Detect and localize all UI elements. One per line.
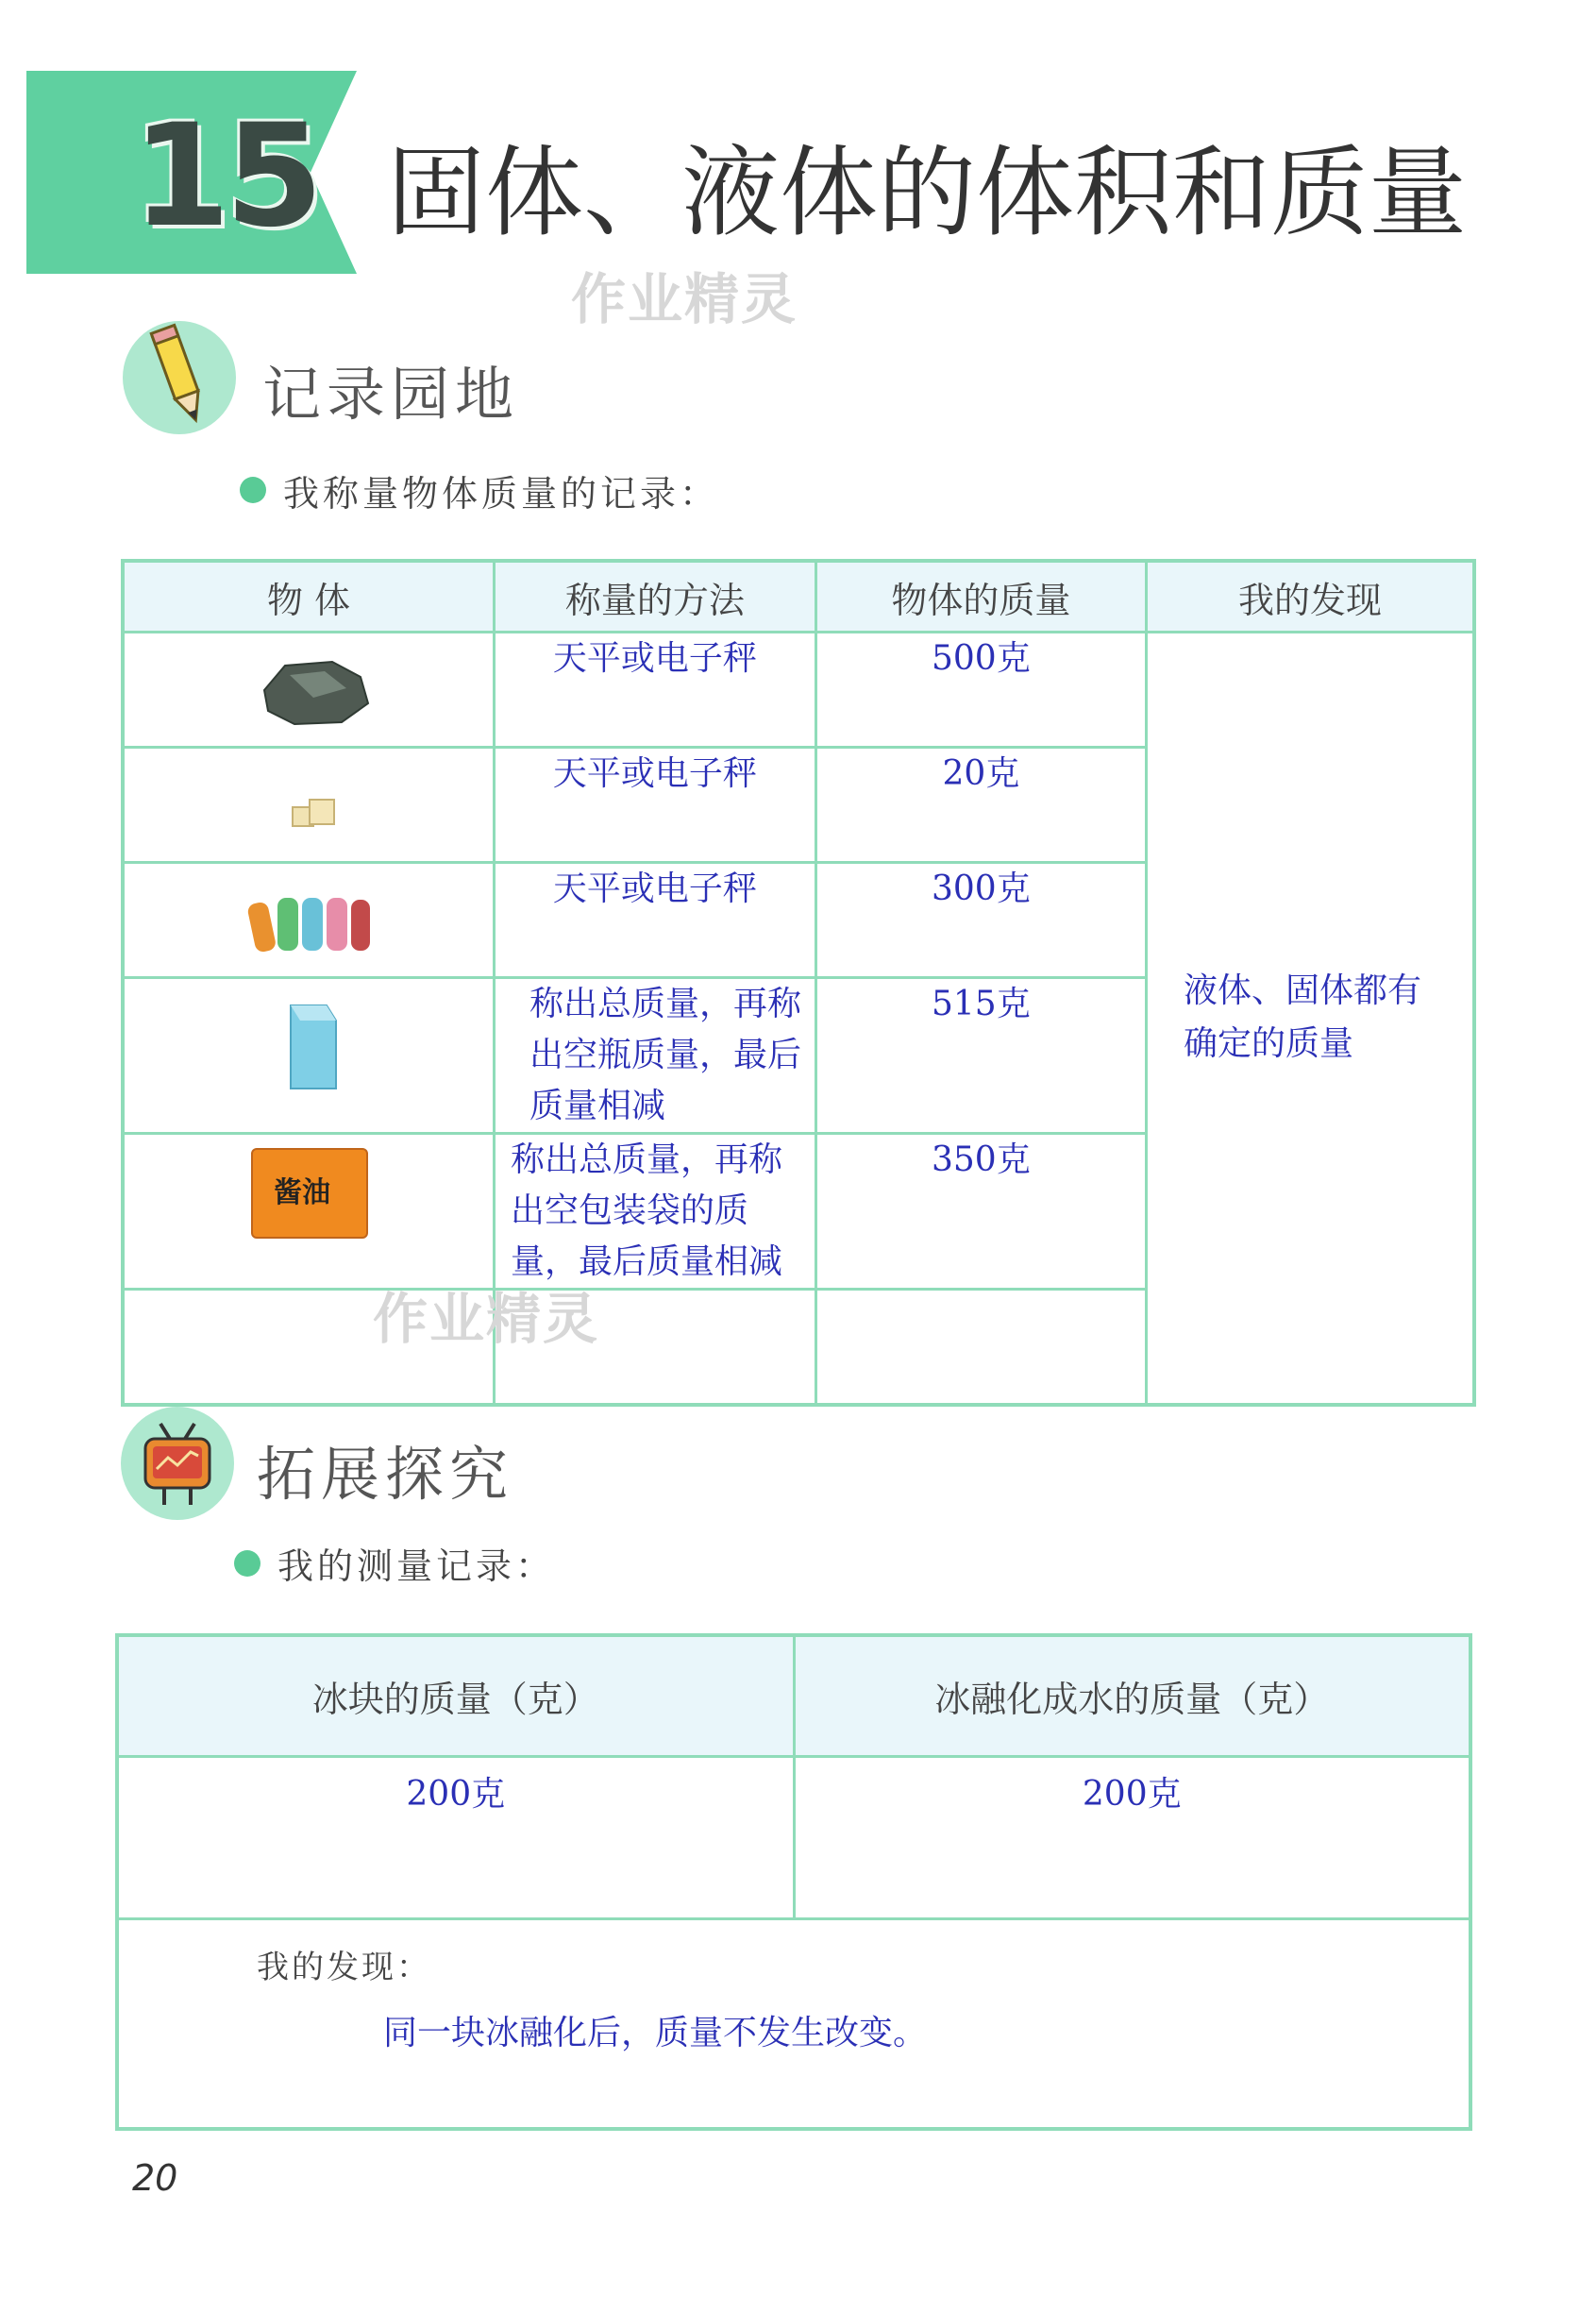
table-row [117,1919,1470,2129]
method-cell: 称出总质量，再称出空瓶质量，最后质量相减 [495,978,816,1134]
ice-mass-table [115,1633,1472,2131]
bullet-icon [234,1550,260,1577]
empty-cell [815,1290,1146,1405]
finding-label: 我的发现： [257,1949,431,1986]
mass-cell: 500克 [815,633,1146,748]
method-cell: 天平或电子秤 [495,748,816,863]
pencil-icon [123,321,236,434]
column-header: 我的发现 [1146,561,1474,633]
object-cell [123,748,495,863]
section-intro-record: 我称量物体质量的记录： [283,473,720,515]
mass-cell: 300克 [815,863,1146,978]
robot-tv-icon [121,1407,234,1520]
object-cell [123,1134,495,1290]
object-cell [123,633,495,748]
column-header: 物体的质量 [815,561,1146,633]
milk-carton-icon [125,988,493,1092]
watermark: 作业精灵 [571,267,798,331]
method-cell: 称出总质量，再称出空包装袋的质量，最后质量相减 [495,1134,816,1290]
object-cell [123,863,495,978]
lesson-number: 15 [132,94,318,259]
soy-sauce-label: 酱油 [274,1176,330,1209]
watermark: 作业精灵 [373,1287,600,1351]
water-mass-cell: 200克 [794,1757,1470,1919]
column-header: 物 体 [123,561,495,633]
bullet-icon [240,477,266,503]
table-row [117,1757,1470,1919]
table-row [123,633,1474,748]
mass-cell: 515克 [815,978,1146,1134]
finding-text: 同一块冰融化后，质量不发生改变。 [383,2014,928,2052]
finding-cell: 液体、固体都有确定的质量 [1146,633,1474,1405]
rock-icon [125,643,493,737]
section-intro-explore: 我的测量记录： [277,1545,556,1587]
section-title-explore: 拓展探究 [257,1440,514,1509]
object-cell [123,978,495,1134]
finding-cell [117,1919,1470,2129]
mass-cell: 20克 [815,748,1146,863]
page-number: 20 [132,2157,178,2199]
section-title-record: 记录园地 [262,360,520,429]
column-header: 冰块的质量（克） [117,1635,794,1757]
soy-sauce-bag-icon [251,1148,368,1239]
chalk-icon [125,873,493,968]
column-header: 冰融化成水的质量（克） [794,1635,1470,1757]
mass-cell: 350克 [815,1134,1146,1290]
method-cell: 天平或电子秤 [495,863,816,978]
column-header: 称量的方法 [495,561,816,633]
sugar-cubes-icon [125,758,493,853]
page-title: 固体、液体的体积和质量 [387,135,1468,250]
ice-mass-cell: 200克 [117,1757,794,1919]
method-cell: 天平或电子秤 [495,633,816,748]
mass-record-table [121,559,1476,1407]
